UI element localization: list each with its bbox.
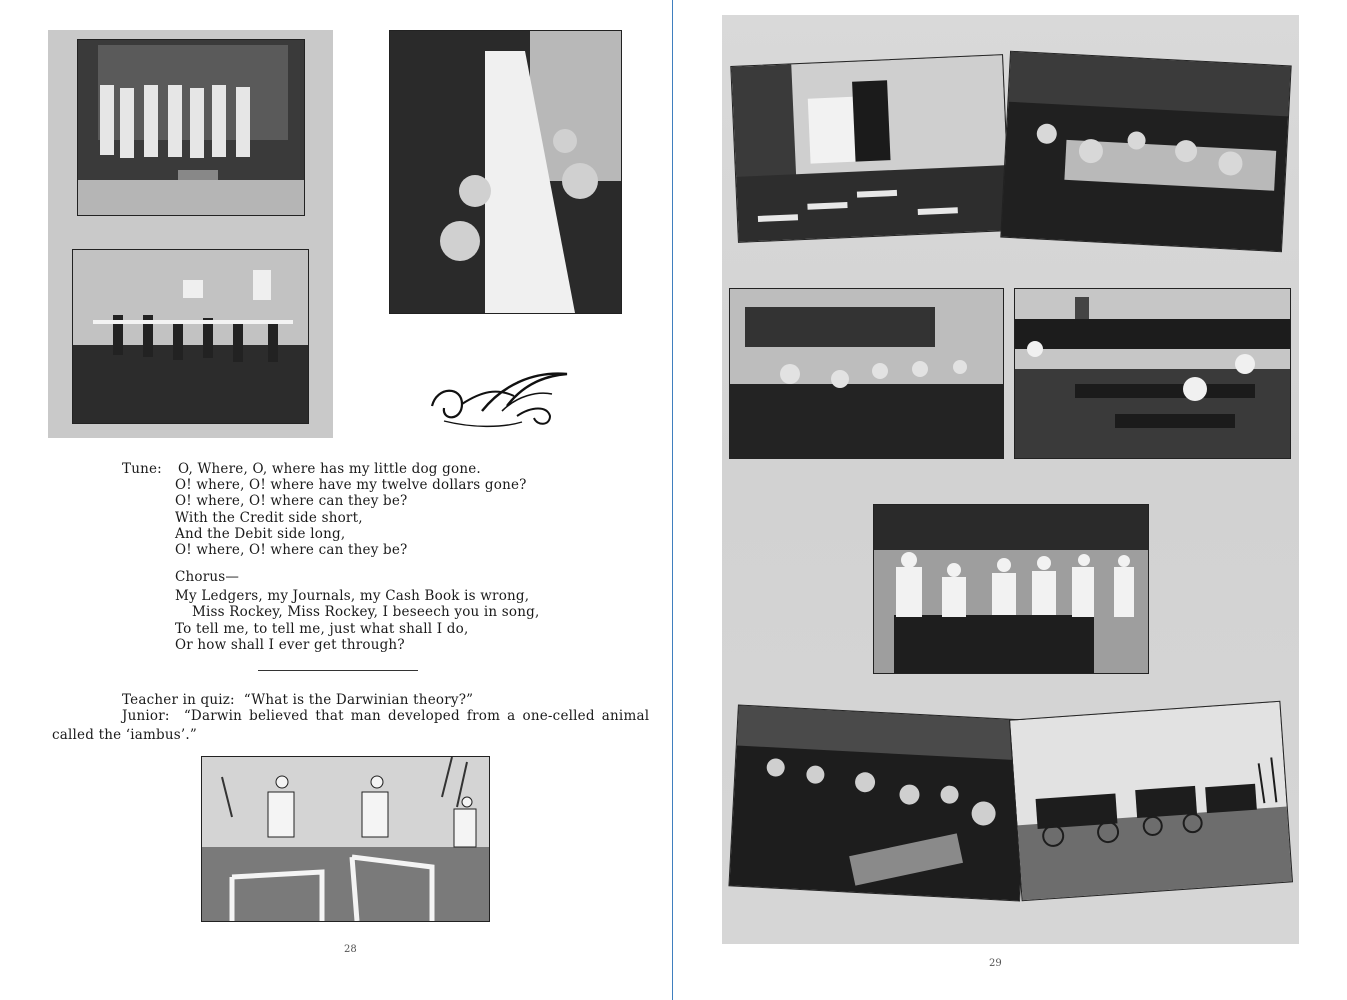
photo-typing-class	[729, 288, 1004, 459]
right-page	[673, 0, 1347, 1000]
chorus-line-4: Or how shall I ever get through?	[175, 637, 405, 653]
photo-horse-buggies-street	[1009, 701, 1293, 902]
photo-hurdle-race	[201, 756, 490, 922]
photo-cooking-class	[873, 504, 1149, 674]
photo-banquet-table	[389, 30, 622, 314]
photo-woodshop-class	[728, 704, 1029, 901]
joke-junior-line: Junior: “Darwin believed that man developed from a one-celled animal	[122, 708, 650, 724]
joke-junior-continuation: called the ‘iambus’.”	[52, 727, 197, 743]
photo-science-classroom	[730, 54, 1010, 243]
photo-gymnasium-drill	[72, 249, 309, 424]
chorus-label: Chorus—	[175, 569, 240, 585]
chorus-line-3: To tell me, to tell me, just what shall I do,	[175, 621, 469, 637]
page-number-right: 29	[989, 958, 1002, 969]
photo-baseball-team	[77, 39, 305, 216]
left-page	[0, 0, 672, 1000]
photo-study-hall-tables	[1000, 51, 1291, 253]
page-number-left: 28	[344, 944, 357, 955]
chorus-line-1: My Ledgers, my Journals, my Cash Book is wrong,	[175, 588, 530, 604]
song-tune-label: Tune:	[122, 461, 162, 477]
joke-teacher-line: Teacher in quiz: “What is the Darwinian theory?”	[122, 692, 474, 708]
ornament-flourish	[422, 366, 572, 432]
song-line-4: With the Credit side short,	[175, 510, 363, 526]
song-line-1: O, Where, O, where has my little dog gone.	[178, 461, 481, 477]
song-line-3: O! where, O! where can they be?	[175, 493, 408, 509]
song-line-6: O! where, O! where can they be?	[175, 542, 408, 558]
song-line-2: O! where, O! where have my twelve dollars gone?	[175, 477, 527, 493]
chorus-line-2: Miss Rockey, Miss Rockey, I beseech you in song,	[192, 604, 540, 620]
photo-mechanical-drawing-class	[1014, 288, 1291, 459]
section-divider	[258, 670, 418, 671]
song-line-5: And the Debit side long,	[175, 526, 346, 542]
